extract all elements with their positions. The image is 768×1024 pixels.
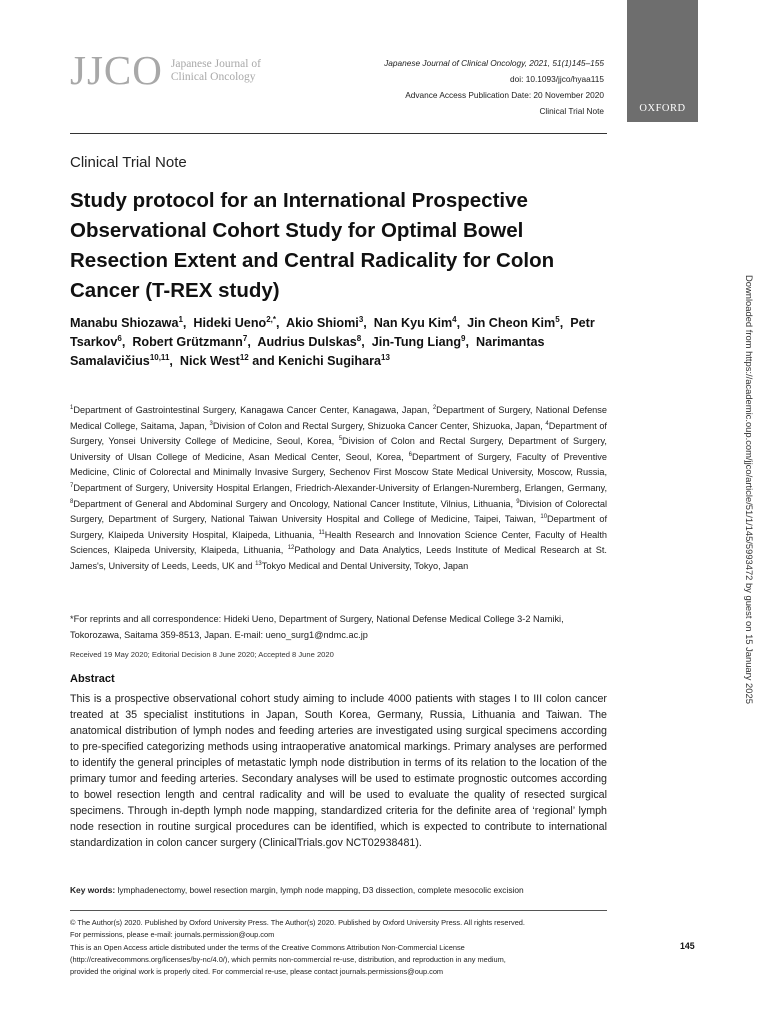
affiliation-text: Department of General and Abdominal Surgery and Oncology, National Cancer Institute, Vilnius, Lithuania, (73, 498, 517, 509)
author-name: Jin-Tung Liang (371, 335, 462, 349)
author-list: Manabu Shiozawa$^1$, Hideki Ueno$^{2,*}$, Akio Shiomi$^3$, Nan Kyu Kim$^4$, Jin Cheon Kim$^5$, Petr Tsarkov$^6$, Robert Grützmann$^7$, Audrius Dulskas$^8$, Jin-Tung Liang$^9$, Narimantas Samalavičius$^{10,11}$, Nick West$^{12}$ and Kenichi Sugihara$^{13}$ (70, 314, 595, 368)
affiliation-number: 8 (70, 498, 74, 505)
citation: Japanese Journal of Clinical Oncology, 2021, 51(1)145–155 (384, 58, 604, 68)
author-affiliation-marker: 10,11 (149, 352, 170, 362)
author-name: Kenichi Sugihara (278, 354, 382, 368)
author-affiliation-marker: 1 (178, 314, 183, 324)
author-name: Jin Cheon Kim (467, 316, 556, 330)
affiliation-number: 4 (545, 420, 549, 427)
publisher-name: OXFORD (639, 103, 686, 114)
publication-date: Advance Access Publication Date: 20 November 2020 (405, 90, 604, 100)
author-name: Nick West (179, 354, 240, 368)
copyright-footnote (70, 917, 607, 978)
affiliation-text: Tokyo Medical and Dental University, Tokyo, Japan (261, 560, 469, 571)
affiliation-text: Division of Colon and Rectal Surgery, Shizuoka Cancer Center, Shizuoka, Japan, (212, 420, 546, 431)
affiliation-number: 12 (287, 545, 295, 552)
author-affiliation-marker: 4 (452, 314, 457, 324)
affiliation-text: Department of Surgery, University Hospital Erlangen, Friedrich-Alexander-University of Erlangen-Nuremberg, Erlangen, Germany, (73, 482, 607, 493)
license-url-line[interactable]: (http://creativecommons.org/licenses/by-nc/4.0/), which permits non-commercial re-use, distribution, and reproduction in any medium, (70, 954, 506, 964)
affiliation-number: 9 (516, 498, 520, 505)
affiliation-text: Department of Gastrointestinal Surgery, Kanagawa Cancer Center, Kanagawa, Japan, (73, 405, 433, 415)
article-title: Study protocol for an International Prospective Observational Cohort Study for Optimal Bowel Resection Extent and Central Radicality for Colon Cancer (T-REX study) (70, 189, 555, 302)
affiliation-number: 7 (70, 482, 74, 489)
keywords-label: Key words: (70, 885, 116, 895)
affiliation-number: 6 (408, 451, 412, 458)
affiliation-number: 11 (318, 529, 325, 536)
author-affiliation-marker: 2,* (266, 314, 276, 324)
license-line: This is an Open Access article distributed under the terms of the Creative Commons Attribution Non-Commercial License (70, 942, 465, 952)
author-name: Hideki Ueno (193, 316, 267, 330)
download-watermark: Downloaded from https://academic.oup.com/jjco/article/51/1/145/5993472 by guest on 15 January 2025 (744, 275, 755, 704)
journal-logo-mark: JJCO (70, 47, 163, 93)
affiliation-text: Health Research and Innovation Science Center, Faculty of Health Sciences, Klaipeda University, Klaipeda, Lithuania, (70, 529, 607, 556)
author-affiliation-marker: 7 (242, 333, 248, 343)
affiliation-number: 13 (255, 560, 262, 567)
author-affiliation-marker: 13 (381, 352, 390, 362)
keywords (70, 885, 524, 895)
affiliations (70, 403, 607, 575)
article-type: Clinical Trial Note (539, 106, 604, 116)
affiliation-text: Division of Colon and Rectal Surgery, Department of Surgery, University of Ulsan College of Medicine, Asan Medical Center, Seoul, Korea, (70, 436, 607, 462)
correspondence: *For reprints and all correspondence: Hideki Ueno, Department of Surgery, National Defense Medical College 3-2 Namiki, Tokorozawa, Saitama 359-8513, Japan. E-mail: ueno_surg1@ndmc.ac.jp (70, 614, 564, 640)
author-conjunction: and (252, 354, 275, 368)
publisher-logo (627, 0, 698, 122)
page-number: 145 (680, 941, 695, 951)
author-name: Audrius Dulskas (257, 335, 357, 349)
reuse-line: provided the original work is properly cited. For commercial re-use, please contact journals.permissions@oup.com (70, 967, 444, 977)
affiliation-text: Department of Surgery, Yonsei University College of Medicine, Seoul, Korea, (70, 420, 607, 447)
author-affiliation-marker: 12 (239, 352, 249, 362)
author-name: Akio Shiomi (286, 316, 359, 330)
author-name: Narimantas Samalavičius (70, 335, 545, 368)
journal-logo (70, 47, 281, 93)
affiliation-text: Department of Surgery, Klaipeda University Hospital, Klaipeda, Lithuania, (70, 514, 608, 540)
affiliation-number: 3 (209, 420, 213, 427)
journal-info (384, 55, 604, 119)
journal-logo-name: Japanese Journal of Clinical Oncology (170, 57, 261, 83)
author-name: Manabu Shiozawa (70, 316, 179, 330)
permissions-line: For permissions, please e-mail: journals.permission@oup.com (70, 930, 275, 940)
affiliation-text: Department of Surgery, National Defense Medical College, Saitama, Japan, (70, 405, 607, 431)
author-affiliation-marker: 5 (555, 314, 560, 324)
abstract-text: This is a prospective observational cohort study aiming to include 4000 patients with stages I to III colon cancer treated at 35 specialist institutions in Japan, South Korea, Germany, Russia, Lithuania and Taiwan. The anatomical distribution of lymph nodes and feeding arteries are investigated using surgical specimens according to pre-specified categorizing methods using intraoperative anatomical markings. Primary analyses are performed to identify the general principles of metastatic lymph node distribution in terms of its relation to the location of the primary tumor and feeding arteries. Secondary analyses will be used to estimate prognostic outcomes according to bowel resection length and central radicality and will be used to evaluate the quality of resected surgical specimens. Through in-depth lymph node mapping, standardized criteria for the definite area of ‘regional’ lymph node resection in routine surgical procedures can be identified, which is expected to contribute to international standardization in colon cancer surgery (ClinicalTrials.gov NCT02938481). (70, 693, 607, 849)
affiliation-text: Department of Surgery, Faculty of Preventive Medicine, Clinic of Colorectal and Minimally Invasive Surgery, Sechenov First Moscow State Medical University, Moscow, Russia, (70, 451, 607, 478)
abstract-heading: Abstract (70, 673, 115, 685)
author-affiliation-marker: 8 (356, 333, 362, 343)
copyright-line: © The Author(s) 2020. Published by Oxford University Press. The Author(s) 2020. Published by Oxford University Press. All rights reserved. (70, 918, 525, 927)
doi[interactable]: doi: 10.1093/jjco/hyaa115 (510, 74, 604, 84)
header-divider (70, 133, 607, 134)
author-name: Robert Grützmann (132, 335, 243, 349)
author-name: Petr Tsarkov (70, 316, 595, 349)
footer-divider (70, 910, 607, 911)
affiliation-number: 1 (70, 404, 74, 411)
affiliation-text: Pathology and Data Analytics, Leeds Institute of Medical Research at St. James's, University of Leeds, Leeds, UK and (70, 545, 607, 571)
affiliation-text: Division of Colorectal Surgery, Department of Surgery, National Taiwan University Hospital and College of Medicine, Taipei, Taiwan, (70, 498, 608, 525)
author-affiliation-marker: 3 (358, 314, 364, 324)
section-label: Clinical Trial Note (70, 154, 187, 171)
keywords-text: lymphadenectomy, bowel resection margin, lymph node mapping, D3 dissection, complete mesocolic excision (117, 885, 524, 895)
author-affiliation-marker: 6 (117, 333, 122, 343)
affiliation-number: 5 (338, 436, 343, 443)
author-affiliation-marker: 9 (461, 333, 466, 343)
affiliation-number: 10 (540, 514, 548, 521)
affiliation-number: 2 (432, 404, 437, 411)
article-dates: Received 19 May 2020; Editorial Decision 8 June 2020; Accepted 8 June 2020 (70, 650, 334, 659)
author-name: Nan Kyu Kim (373, 316, 453, 330)
